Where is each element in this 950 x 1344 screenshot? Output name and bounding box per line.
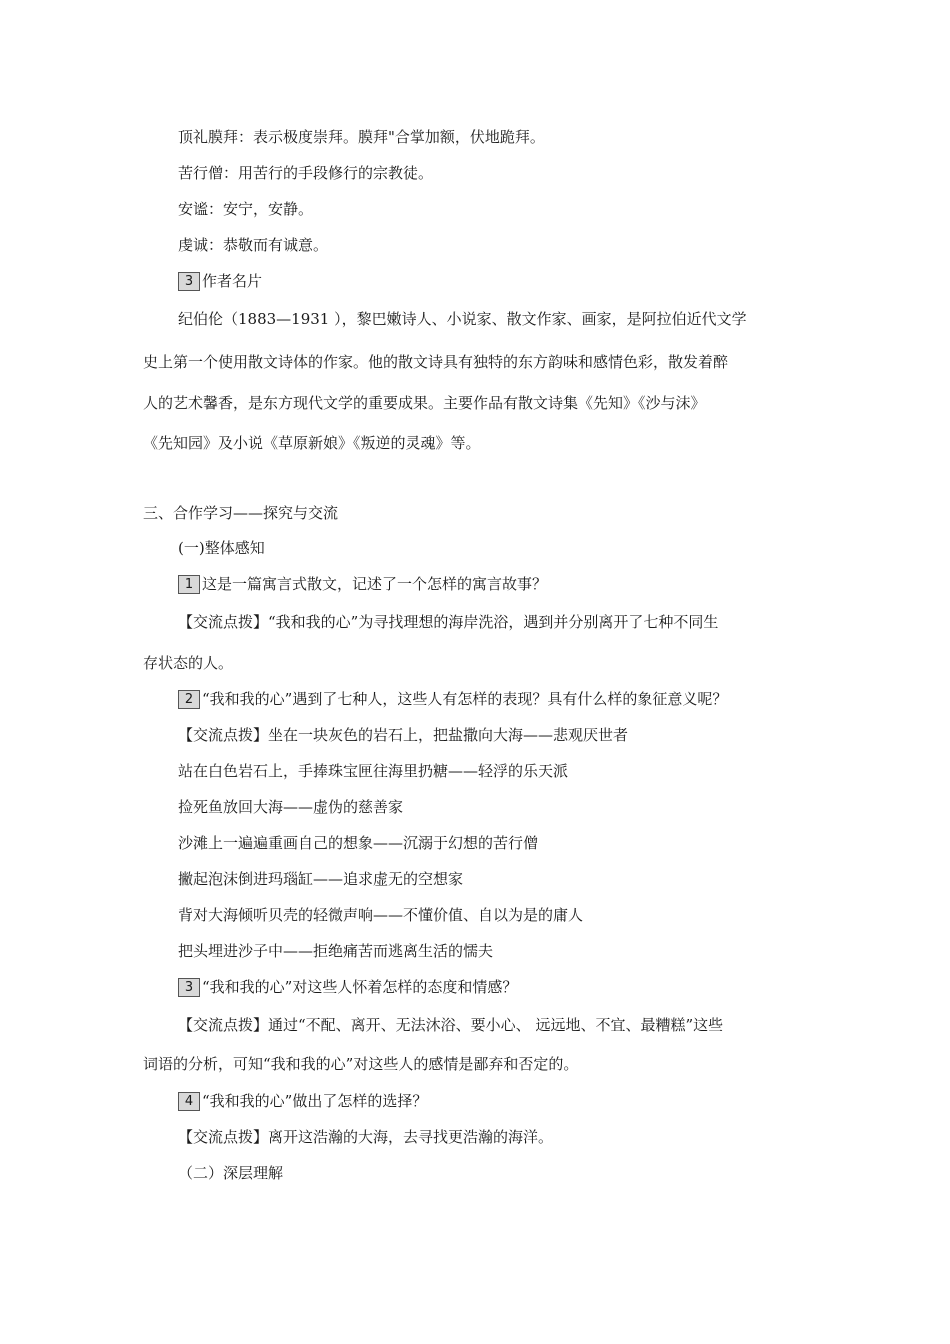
- answer-line: 【交流点拨】通过“不配、离开、无法沐浴、要小心、 远远地、不宜、最糟糕”这些: [178, 1016, 724, 1034]
- question-text: “我和我的心”对这些人怀着怎样的态度和情感？: [202, 978, 518, 996]
- answer-line: 【交流点拨】坐在一块灰色的岩石上，把盐撒向大海——悲观厌世者: [178, 726, 629, 744]
- glossary-item: 顶礼膜拜：表示极度崇拜。膜拜"合掌加额，伏地跪拜。: [178, 128, 545, 146]
- question-1: [178, 574, 547, 594]
- question-text: “我和我的心”做出了怎样的选择？: [202, 1092, 428, 1110]
- answer-line: 把头埋进沙子中——拒绝痛苦而逃离生活的懦夫: [178, 942, 494, 960]
- number-box: 3: [178, 978, 200, 997]
- answer-line: 站在白色岩石上，手捧珠宝匣往海里扔糖——轻浮的乐天派: [178, 762, 569, 780]
- answer-line: 背对大海倾听贝壳的轻微声响——不懂价值、自以为是的庸人: [178, 906, 584, 924]
- number-box: 1: [178, 575, 200, 594]
- answer-line: 【交流点拨】离开这浩瀚的大海，去寻找更浩瀚的海洋。: [178, 1128, 554, 1146]
- section-title: 三、合作学习——探究与交流: [143, 504, 339, 522]
- answer-line: 捡死鱼放回大海——虚伪的慈善家: [178, 798, 404, 816]
- glossary-item: 虔诚：恭敬而有诚意。: [178, 236, 329, 254]
- answer-line: 撇起泡沫倒进玛瑙缸——追求虚无的空想家: [178, 870, 464, 888]
- question-text: “我和我的心”遇到了七种人，这些人有怎样的表现？具有什么样的象征意义呢？: [202, 690, 728, 708]
- number-box: 4: [178, 1092, 200, 1111]
- answer-line: 沙滩上一遍遍重画自己的想象——沉溺于幻想的苦行僧: [178, 834, 539, 852]
- author-paragraph-line: 史上第一个使用散文诗体的作家。他的散文诗具有独特的东方韵味和感情色彩，散发着醉: [143, 353, 729, 371]
- number-box: 2: [178, 690, 200, 709]
- question-3: [178, 977, 517, 997]
- number-box: 3: [178, 272, 200, 291]
- glossary-item: 苦行僧：用苦行的手段修行的宗教徒。: [178, 164, 434, 182]
- author-paragraph-line: 人的艺术馨香，是东方现代文学的重要成果。主要作品有散文诗集《先知》《沙与沫》: [143, 394, 706, 412]
- answer-line: 词语的分析，可知“我和我的心”对这些人的感情是鄙弃和否定的。: [143, 1055, 579, 1073]
- question-text: 这是一篇寓言式散文，记述了一个怎样的寓言故事？: [202, 575, 548, 593]
- subsection-title: （二）深层理解: [178, 1164, 284, 1182]
- subsection-title: (一)整体感知: [178, 539, 265, 557]
- author-paragraph-line: 纪伯伦（1883—1931 ），黎巴嫩诗人、小说家、散文作家、画家，是阿拉伯近代文学: [178, 310, 747, 328]
- answer-line: 【交流点拨】“我和我的心”为寻找理想的海岸洗浴，遇到并分别离开了七种不同生: [178, 613, 719, 631]
- answer-line: 存状态的人。: [143, 654, 234, 672]
- question-4: [178, 1091, 427, 1111]
- author-card-heading: [178, 271, 262, 291]
- author-paragraph-line: 《先知园》及小说《草原新娘》《叛逆的灵魂》等。: [143, 434, 481, 452]
- question-2: [178, 689, 727, 709]
- author-card-title: 作者名片: [202, 272, 263, 290]
- glossary-item: 安谧：安宁，安静。: [178, 200, 314, 218]
